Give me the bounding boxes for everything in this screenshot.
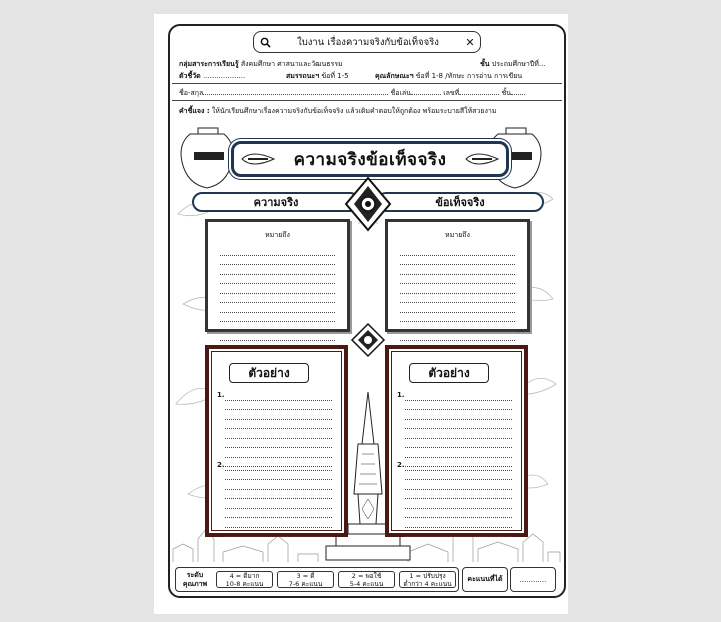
example-box-right xyxy=(385,345,528,537)
example-label: ตัวอย่าง xyxy=(409,363,489,383)
divider xyxy=(172,83,562,84)
quality-rubric xyxy=(175,567,459,592)
meaning-box-left xyxy=(205,219,350,332)
worksheet-title: ใบงาน เรื่องความจริงกับข้อเท็จจริง xyxy=(297,36,439,48)
search-icon xyxy=(254,37,276,48)
writing-lines[interactable] xyxy=(225,461,332,537)
meaning-label: หมายถึง xyxy=(445,231,470,239)
hand-ornament-icon xyxy=(464,148,500,170)
writing-lines[interactable] xyxy=(220,246,335,341)
title-bar xyxy=(253,31,481,53)
item-number: 2. xyxy=(217,461,225,469)
instruction-row: คำชี้แจง : ให้นักเรียนศึกษาเรื่องความจริงกับข้อเท็จจริง แล้วเติมคำตอบให้ถูกต้อง พร้อมระบายสีให้สวยงาม xyxy=(179,107,497,115)
item-number: 2. xyxy=(397,461,405,469)
attribute-row: คุณลักษณะฯ ข้อที่ 1-8 /ทักษะ การอ่าน การเขียน xyxy=(375,72,523,80)
meaning-label: หมายถึง xyxy=(265,231,290,239)
close-icon: ✕ xyxy=(465,35,475,49)
rubric-level-3: 3 = ดี 7-6 คะแนน xyxy=(277,571,334,588)
item-number: 1. xyxy=(217,391,225,399)
number-label: เลขที่ xyxy=(443,89,460,97)
nickname-label: ชื่อเล่น xyxy=(390,89,411,97)
subject-row: กลุ่มสาระการเรียนรู้ สังคมศึกษา ศาสนาและวัฒนธรรม xyxy=(179,60,343,68)
indicator-row: ตัวชี้วัด ................... xyxy=(179,72,246,80)
writing-lines[interactable] xyxy=(405,461,512,537)
meaning-box-right xyxy=(385,219,530,332)
writing-lines[interactable] xyxy=(400,246,515,341)
grade-row: ชั้น ประถมศึกษาปีที่... xyxy=(480,60,546,68)
name-field[interactable]: ชื่อ-สกุล ชื่อเล่น เลขที่ ชั้น xyxy=(179,88,525,99)
score-field[interactable]: ............ xyxy=(510,567,556,592)
writing-lines[interactable] xyxy=(225,391,332,467)
truth-heading: ข้อเท็จจริง xyxy=(376,192,544,212)
example-box-left xyxy=(205,345,348,537)
writing-lines[interactable] xyxy=(405,391,512,467)
score-label: คะแนนที่ได้ xyxy=(462,567,508,592)
item-number: 1. xyxy=(397,391,405,399)
banner-title: ความจริงข้อเท็จจริง xyxy=(293,149,447,170)
example-label: ตัวอย่าง xyxy=(229,363,309,383)
competency-row: สมรรถนะฯ ข้อที่ 1-5 xyxy=(286,72,349,80)
fact-heading: ความจริง xyxy=(192,192,360,212)
rubric-level-2: 2 = พอใช้ 5-4 คะแนน xyxy=(338,571,395,588)
divider xyxy=(172,100,562,101)
rubric-level-4: 4 = ดีมาก 10-8 คะแนน xyxy=(216,571,273,588)
hand-ornament-icon xyxy=(240,148,276,170)
rubric-level-1: 1 = ปรับปรุง ต่ำกว่า 4 คะแนน xyxy=(399,571,456,588)
topic-banner xyxy=(231,141,509,177)
small-flower-ornament-icon xyxy=(350,322,386,358)
class-label: ชั้น xyxy=(501,89,512,97)
rubric-level-label: ระดับ คุณภาพ xyxy=(182,570,208,588)
